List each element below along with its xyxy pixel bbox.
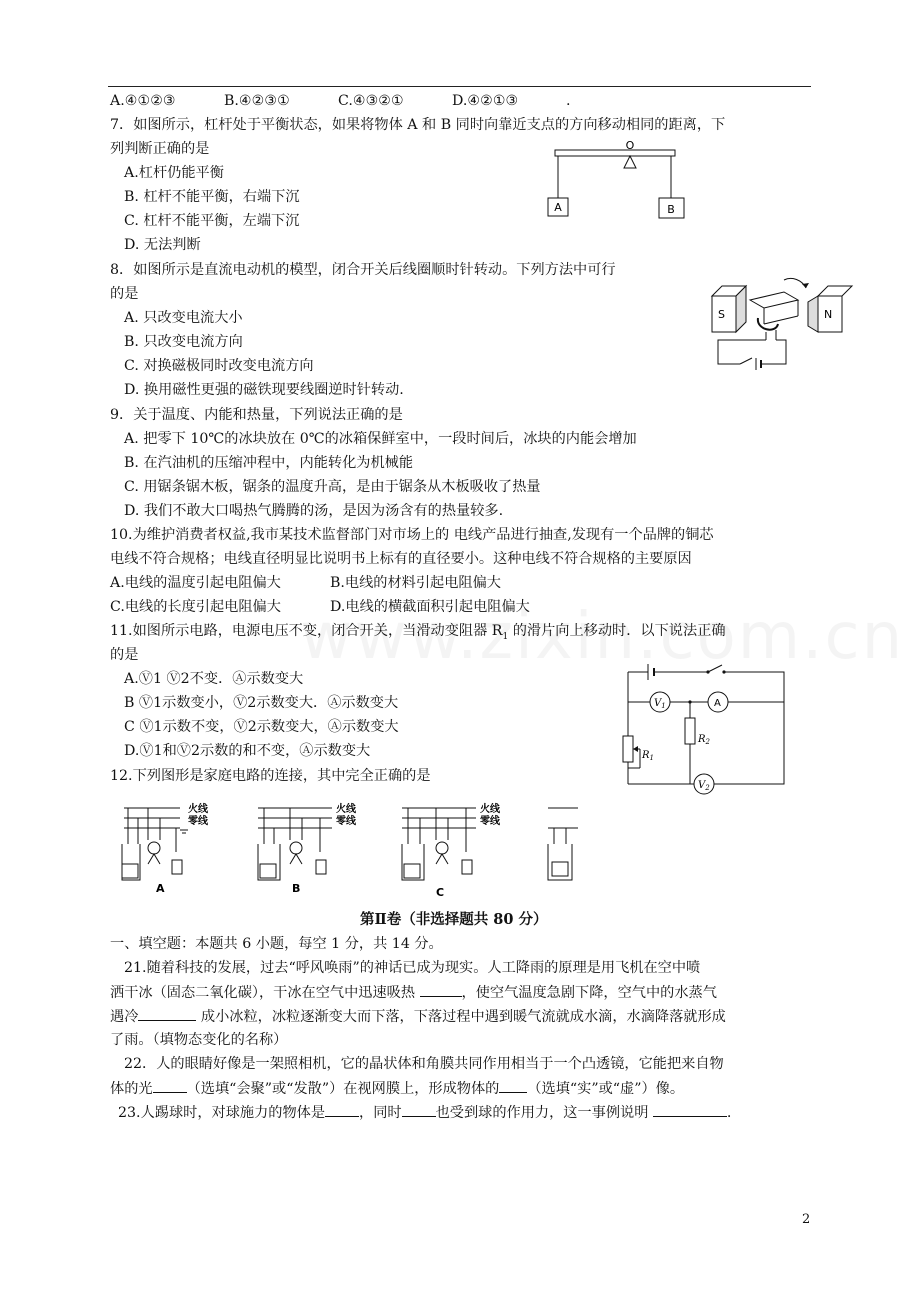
rheostat-r1 bbox=[623, 736, 633, 762]
q23-blank-3[interactable] bbox=[653, 1102, 727, 1117]
q23-blank-1[interactable] bbox=[325, 1102, 359, 1117]
block-b-label: B bbox=[667, 203, 675, 216]
q21-line3 bbox=[110, 1006, 726, 1027]
diagram-label-b: B bbox=[292, 882, 301, 895]
neutral-label-c: 零线 bbox=[480, 816, 500, 827]
q9-option-c: C. 用锯条锯木板，锯条的温度升高，是由于锯条从木板吸收了热量 bbox=[124, 479, 541, 495]
v2-label: $V_2$ bbox=[698, 780, 710, 792]
q10-option-a: A.电线的温度引起电阻偏大 bbox=[110, 575, 281, 591]
live-label-c: 火线 bbox=[480, 804, 500, 815]
q21-line1: 21.随着科技的发展，过去“呼风唤雨”的神话已成为现实。人工降雨的原理是用飞机在空中喷 bbox=[124, 960, 701, 976]
neutral-label-a: 零线 bbox=[188, 816, 208, 827]
household-circuit-b bbox=[252, 800, 356, 895]
q21-line2-a: 洒干冰（固态二氧化碳），干冰在空气中迅速吸热 bbox=[110, 985, 420, 1001]
q9-option-d: D. 我们不敢大口喝热气腾腾的汤，是因为汤含有的热量较多. bbox=[124, 503, 504, 519]
q9-stem: 9．关于温度、内能和热量，下列说法正确的是 bbox=[110, 407, 403, 423]
r2-label: $R_2$ bbox=[698, 734, 710, 746]
lever-figure bbox=[540, 138, 690, 226]
diagram-label-c: C bbox=[436, 886, 445, 899]
q12-stem: 12.下列图形是家庭电路的连接，其中完全正确的是 bbox=[110, 768, 431, 784]
q10-option-d: D.电线的横截面积引起电阻偏大 bbox=[330, 599, 530, 615]
q21-line2-b: ，使空气温度急剧下降，空气中的水蒸气 bbox=[461, 985, 717, 1001]
q8-option-a: A. 只改变电流大小 bbox=[124, 310, 243, 326]
q21-line4: 了雨。（填物态变化的名称） bbox=[110, 1032, 288, 1048]
q7-option-d: D. 无法判断 bbox=[124, 237, 201, 253]
q8-stem-line1: 8．如图所示是直流电动机的模型，闭合开关后线圈顺时针转动。下列方法中可行 bbox=[110, 262, 616, 278]
q8-option-b: B. 只改变电流方向 bbox=[124, 334, 243, 350]
pole-n: N bbox=[824, 308, 833, 321]
q11-stem-line2: 的是 bbox=[110, 647, 139, 663]
fulcrum bbox=[624, 156, 636, 168]
q11-option-c: C Ⓥ1示数不变，Ⓥ2示数变大，Ⓐ示数变大 bbox=[124, 719, 399, 735]
q23-part-c: 也受到球的作用力，这一事例说明 bbox=[435, 1105, 653, 1121]
q11-stem-part-a: 11.如图所示电路，电源电压不变，闭合开关，当滑动变阻器 R bbox=[110, 623, 503, 639]
motor-figure bbox=[706, 274, 854, 372]
diagram-label-a: A bbox=[156, 882, 165, 895]
live-label-b: 火线 bbox=[336, 804, 356, 815]
q23-part-a: 23.人踢球时，对球施力的物体是 bbox=[118, 1105, 326, 1121]
q22-line2-c: （选填“实”或“虚”）像。 bbox=[527, 1081, 685, 1097]
q7-option-b: B. 杠杆不能平衡，右端下沉 bbox=[124, 189, 300, 205]
v1-label: $V_1$ bbox=[654, 698, 666, 710]
household-circuit-d-partial bbox=[544, 800, 578, 890]
page-number: 2 bbox=[802, 1212, 811, 1227]
q7-stem-line1: 7．如图所示，杠杆处于平衡状态，如果将物体 A 和 B 同时向靠近支点的方向移动相同的距离，下 bbox=[110, 117, 726, 133]
ammeter-label: A bbox=[714, 698, 721, 709]
q11-stem-subscript: 1 bbox=[502, 631, 509, 642]
household-circuit-a bbox=[118, 800, 208, 895]
q21-line2 bbox=[110, 982, 717, 1003]
q21-line3-a: 遇冷 bbox=[110, 1009, 139, 1025]
q22-blank-1[interactable] bbox=[153, 1078, 187, 1093]
q10-stem-line1: 10.为维护消费者权益,我市某技术监督部门对市场上的 电线产品进行抽查,发现有一个品牌的铜芯 bbox=[110, 527, 714, 543]
q7-option-c: C. 杠杆不能平衡，左端下沉 bbox=[124, 213, 300, 229]
q7-stem-line2: 列判断正确的是 bbox=[110, 141, 210, 157]
q22-line2 bbox=[110, 1078, 684, 1099]
q8-stem-line2: 的是 bbox=[110, 286, 139, 302]
q23-part-d: . bbox=[726, 1105, 732, 1121]
q10-stem-line2: 电线不符合规格；电线直径明显比说明书上标有的直径要小。这种电线不符合规格的主要原因 bbox=[110, 551, 692, 567]
part2-heading: 一、填空题：本题共 6 小题，每空 1 分，共 14 分。 bbox=[110, 936, 443, 952]
household-circuit-c bbox=[396, 800, 508, 899]
q22-line1: 22．人的眼睛好像是一架照相机，它的晶状体和角膜共同作用相当于一个凸透镜，它能把来自物 bbox=[124, 1056, 724, 1072]
q11-option-b: B Ⓥ1示数变小，Ⓥ2示数变大．Ⓐ示数变大 bbox=[124, 695, 399, 711]
q23-blank-2[interactable] bbox=[402, 1102, 436, 1117]
block-a-label: A bbox=[554, 201, 562, 214]
live-label-a: 火线 bbox=[188, 804, 208, 815]
q10-option-c: C.电线的长度引起电阻偏大 bbox=[110, 599, 281, 615]
resistor-r2 bbox=[685, 718, 695, 744]
watermark bbox=[300, 600, 904, 674]
header-rule bbox=[108, 86, 811, 87]
q21-blank-1[interactable] bbox=[420, 982, 462, 997]
q22-line2-b: （选填“会聚”或“发散”）在视网膜上，形成物体的 bbox=[186, 1081, 500, 1097]
q6-period: . bbox=[566, 93, 571, 109]
q21-line3-b: 成小冰粒，冰粒逐渐变大而下落，下落过程中遇到暖气流就成水滴，水滴降落就形成 bbox=[196, 1009, 726, 1025]
q11-circuit-figure bbox=[600, 658, 800, 794]
q8-option-c: C. 对换磁极同时改变电流方向 bbox=[124, 358, 314, 374]
pole-s: S bbox=[718, 308, 725, 321]
q22-blank-2[interactable] bbox=[499, 1078, 527, 1093]
q10-option-b: B.电线的材料引起电阻偏大 bbox=[330, 575, 501, 591]
q11-option-a: A.Ⓥ1 Ⓥ2不变．Ⓐ示数变大 bbox=[124, 671, 304, 687]
part2-title: 第Ⅱ卷（非选择题共 80 分） bbox=[360, 911, 548, 928]
q8-option-d: D. 换用磁性更强的磁铁现要线圈逆时针转动. bbox=[124, 382, 404, 398]
neutral-label-b: 零线 bbox=[336, 816, 356, 827]
q6-option-d: D.④②①③ bbox=[452, 93, 519, 109]
q6-option-b: B.④②③① bbox=[224, 93, 290, 109]
q11-option-d: D.Ⓥ1和Ⓥ2示数的和不变，Ⓐ示数变大 bbox=[124, 743, 371, 759]
r1-label: $R_1$ bbox=[642, 750, 654, 762]
q21-blank-2[interactable] bbox=[138, 1006, 196, 1021]
q6-option-c: C.④③②① bbox=[338, 93, 404, 109]
lever-bar bbox=[555, 150, 675, 156]
q23-line bbox=[118, 1102, 731, 1123]
q7-option-a: A.杠杆仍能平衡 bbox=[124, 165, 224, 181]
q11-stem-part-b: 的滑片向上移动时．以下说法正确 bbox=[508, 623, 726, 639]
pivot-label: O bbox=[625, 139, 635, 152]
q9-option-b: B. 在汽油机的压缩冲程中，内能转化为机械能 bbox=[124, 455, 414, 471]
q9-option-a: A. 把零下 10℃的冰块放在 0℃的冰箱保鲜室中，一段时间后，冰块的内能会增加 bbox=[124, 431, 637, 447]
q22-line2-a: 体的光 bbox=[110, 1081, 153, 1097]
q23-part-b: ，同时 bbox=[359, 1105, 402, 1121]
q6-option-a: A.④①②③ bbox=[110, 93, 176, 109]
